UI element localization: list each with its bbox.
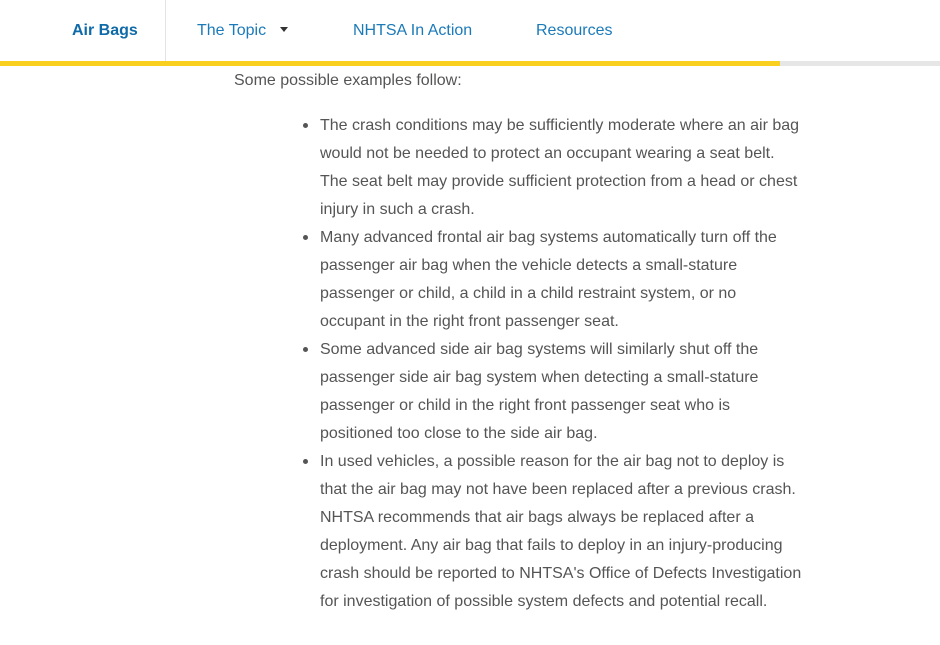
list-item-text: The crash conditions may be sufficiently moderate where an air bag would not be needed to protect an occupant wearing a seat belt. The seat belt may provide sufficient protection from a head or chest injury in such a crash. [320, 117, 800, 218]
list-item [320, 448, 804, 616]
bullet-icon [303, 459, 308, 464]
list-item [320, 336, 804, 448]
top-navigation [0, 0, 940, 62]
bullet-icon [303, 235, 308, 240]
examples-list [234, 112, 804, 616]
list-item [320, 224, 804, 336]
bullet-icon [303, 347, 308, 352]
nav-item-label: The Topic [197, 22, 267, 39]
nav-item-resources[interactable]: Resources [536, 22, 613, 39]
nav-item-the-topic[interactable] [197, 0, 288, 62]
bullet-icon [303, 123, 308, 128]
nav-divider [165, 0, 166, 62]
chevron-down-icon [280, 27, 288, 32]
scroll-progress-bar [0, 61, 780, 66]
article-content [234, 70, 804, 616]
list-item-text: Some advanced side air bag systems will similarly shut off the passenger side air bag system when detecting a small-stature passenger or child in the right front passenger seat who is positioned too close to the side air bag. [320, 341, 759, 442]
nav-item-nhtsa-in-action[interactable]: NHTSA In Action [353, 22, 473, 39]
nav-brand-air-bags[interactable]: Air Bags [72, 22, 138, 39]
intro-paragraph: Some possible examples follow: [234, 72, 462, 89]
list-item-text: In used vehicles, a possible reason for the air bag not to deploy is that the air bag may not have been replaced after a previous crash. NHTSA recommends that air bags always be replaced after a deployment. Any air bag that fails to deploy in an injury-producing crash should be reported to NHTSA's Office of Defects Investigation for investigation of possible system defects and potential recall. [320, 453, 802, 610]
list-item [320, 112, 804, 224]
list-item-text: Many advanced frontal air bag systems automatically turn off the passenger air bag when the vehicle detects a small-stature passenger or child, a child in a child restraint system, or no occupant in the right front passenger seat. [320, 229, 777, 330]
